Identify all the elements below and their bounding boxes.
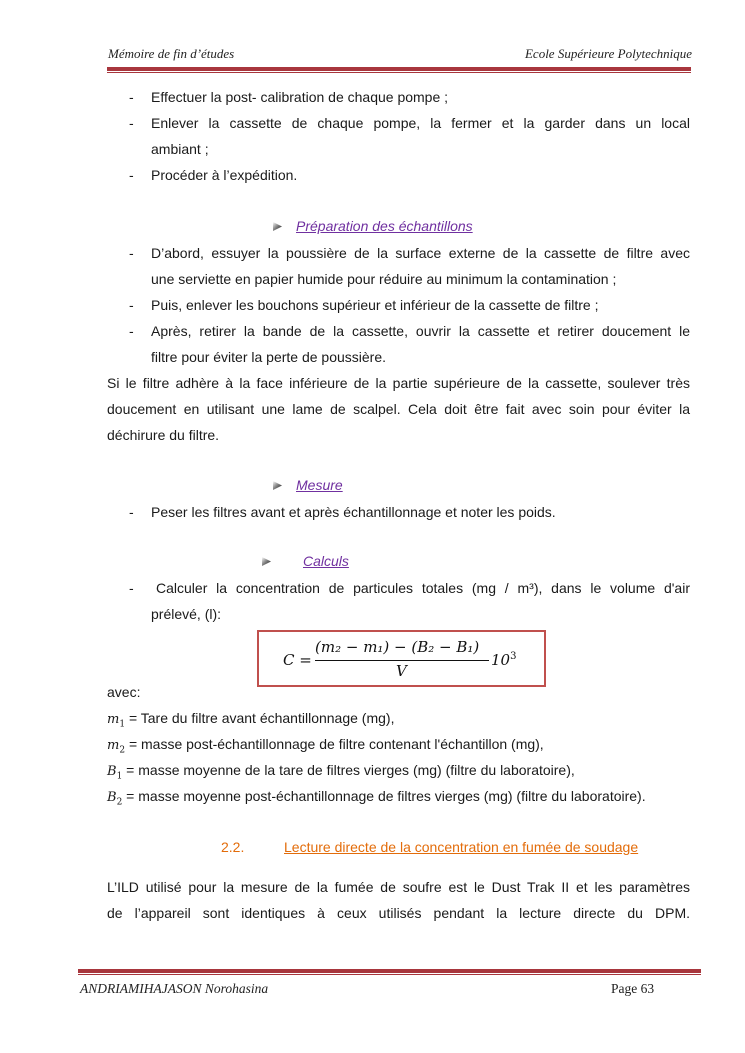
list-item: Puis, enlever les bouchons supérieur et inférieur de la cassette de filtre ; [151, 297, 599, 313]
footer-rule [78, 969, 701, 973]
definition-line [107, 783, 646, 816]
definition-symbol: m [107, 712, 120, 727]
list-item: Effectuer la post- calibration de chaque pompe ; [151, 89, 449, 105]
definition-symbol: m [107, 738, 120, 753]
list-item: D’abord, essuyer la poussière de la surface externe de la cassette de filtre avec [151, 245, 690, 261]
definition-text: = Tare du filtre avant échantillonnage (mg), [125, 710, 395, 726]
list-dash: - [129, 167, 134, 183]
subheading-preparation: Préparation des échantillons [296, 218, 473, 234]
paragraph-line: L’ILD utilisé pour la mesure de la fumée de soufre est le Dust Trak II et les paramètres [107, 879, 690, 895]
formula-factor-base: 10 [491, 651, 511, 669]
header-rule-thin [107, 72, 691, 73]
formula-denominator: V [396, 662, 407, 680]
list-dash: - [129, 580, 134, 596]
paragraph-line: doucement en utilisant une lame de scalpel. Cela doit être fait avec soin pour éviter la [107, 401, 690, 417]
definition-index: 2 [119, 745, 126, 756]
arrow-bullet-icon [273, 481, 282, 490]
definitions-intro: avec: [107, 684, 141, 700]
list-item: Peser les filtres avant et après échantillonnage et noter les poids. [151, 504, 556, 520]
header-left-title: Mémoire de fin d’études [108, 46, 235, 61]
header-rule [107, 67, 691, 71]
section-title: Lecture directe de la concentration en fumée de soudage [284, 839, 639, 855]
section-number: 2.2. [221, 839, 245, 855]
list-dash: - [129, 504, 134, 520]
definition-text: = masse moyenne post-échantillonnage de filtres vierges (mg) (filtre du laboratoire). [122, 788, 646, 804]
definition-symbol: B [107, 790, 117, 805]
paragraph-line: Si le filtre adhère à la face inférieure de la partie supérieure de la cassette, soulever très [107, 375, 690, 391]
definition-index: 1 [119, 719, 126, 730]
list-dash: - [129, 115, 134, 131]
subheading-calculs: Calculs [303, 553, 349, 569]
formula-numerator: (m₂ − m₁) − (B₂ − B₁) [315, 638, 480, 656]
footer-page-number: Page 63 [611, 981, 655, 996]
definition-text: = masse moyenne de la tare de filtres vierges (mg) (filtre du laboratoire), [122, 762, 575, 778]
definition-index: 1 [116, 771, 123, 782]
definition-index: 2 [116, 797, 123, 808]
list-item-continuation: ambiant ; [151, 141, 209, 157]
list-item: Calculer la concentration de particules totales (mg / m³), dans le volume d'air [156, 580, 690, 596]
list-dash: - [129, 89, 134, 105]
list-item: Procéder à l’expédition. [151, 167, 298, 183]
definition-symbol: B [107, 764, 117, 779]
arrow-bullet-icon [273, 222, 282, 231]
footer-author: ANDRIAMIHAJASON Norohasina [80, 981, 269, 996]
arrow-bullet-icon [262, 557, 271, 566]
formula-factor-exponent: 3 [510, 651, 517, 662]
list-dash: - [129, 245, 134, 261]
fraction-bar [315, 660, 489, 661]
list-dash: - [129, 323, 134, 339]
list-item: Enlever la cassette de chaque pompe, la fermer et la garder dans un local [151, 115, 690, 131]
definition-text: = masse post-échantillonnage de filtre contenant l'échantillon (mg), [125, 736, 544, 752]
list-item: Après, retirer la bande de la cassette, ouvrir la cassette et retirer doucement le [151, 323, 690, 339]
paragraph-line: de l’appareil sont identiques à ceux utilisés pendant la lecture directe du DPM. [107, 905, 690, 921]
subheading-mesure: Mesure [296, 477, 343, 493]
list-item-continuation: prélevé, (l): [151, 606, 222, 622]
paragraph-line: déchirure du filtre. [107, 427, 220, 443]
list-dash: - [129, 297, 134, 313]
formula-factor [491, 651, 516, 669]
footer-rule-thin [78, 974, 701, 975]
formula-lhs: C = [283, 651, 312, 669]
list-item-continuation: filtre pour éviter la perte de poussière. [151, 349, 387, 365]
list-item-continuation: une serviette en papier humide pour réduire au minimum la contamination ; [151, 271, 617, 287]
header-right-title: Ecole Supérieure Polytechnique [524, 46, 692, 61]
